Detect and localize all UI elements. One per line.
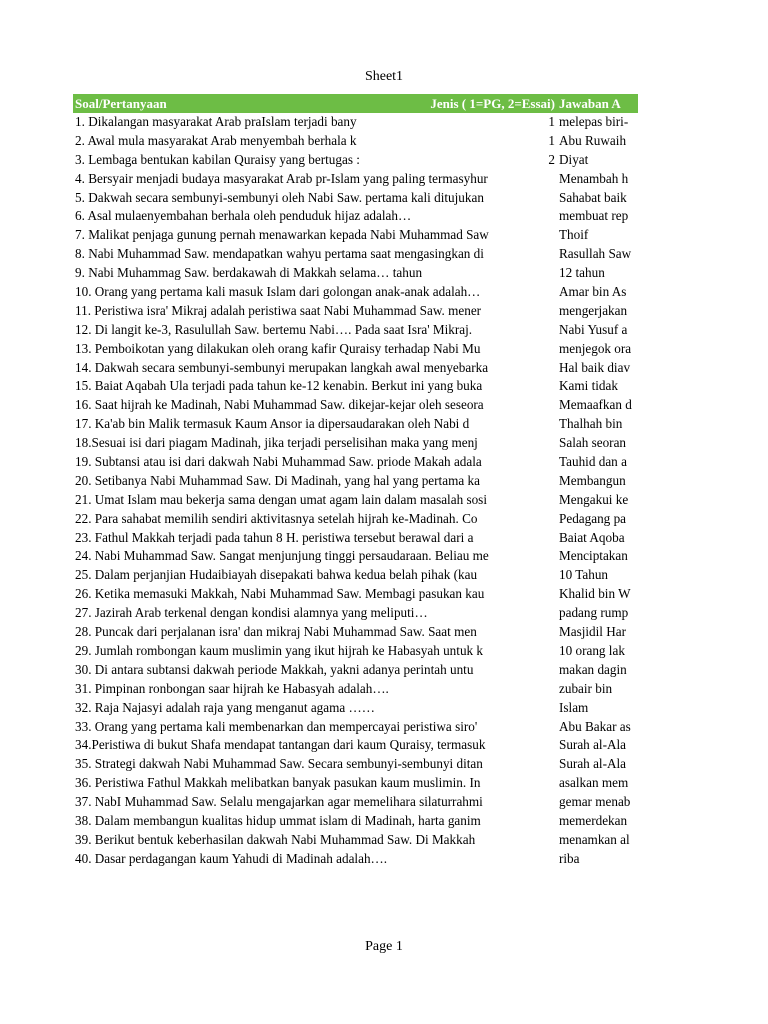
table-row xyxy=(73,245,638,264)
cell-soal: 24. Nabi Muhammad Saw. Sangat menjunjung tinggi persaudaraan. Beliau me xyxy=(75,548,489,564)
table-row xyxy=(73,831,638,850)
table-row xyxy=(73,302,638,321)
cell-soal: 37. NabI Muhammad Saw. Selalu mengajarkan agar memelihara silaturrahmi xyxy=(75,794,483,810)
cell-jenis: 1 xyxy=(548,114,555,129)
table-header xyxy=(73,94,638,113)
table-row xyxy=(73,585,638,604)
cell-soal: 5. Dakwah secara sembunyi-sembunyi oleh Nabi Saw. pertama kali ditujukan xyxy=(75,189,484,205)
table-row xyxy=(73,396,638,415)
cell-jawaban: Thalhah bin xyxy=(559,416,623,432)
table-row xyxy=(73,415,638,434)
cell-jawaban: Pedagang pa xyxy=(559,510,627,526)
cell-soal: 2. Awal mula masyarakat Arab menyembah berhala k xyxy=(75,132,357,148)
cell-soal: 1. Dikalangan masyarakat Arab praIslam terjadi bany xyxy=(75,114,357,129)
table-row xyxy=(73,623,638,642)
table-row xyxy=(73,226,638,245)
cell-jawaban: makan dagin xyxy=(559,661,627,677)
cell-jawaban: Sahabat baik xyxy=(559,189,627,205)
cell-soal: 12. Di langit ke-3, Rasulullah Saw. bertemu Nabi…. Pada saat Isra' Mikraj. xyxy=(75,321,473,337)
table-row xyxy=(73,736,638,755)
cell-jawaban: zubair bin xyxy=(559,680,613,696)
cell-soal: 30. Di antara subtansi dakwah periode Makkah, yakni adanya perintah untu xyxy=(75,661,474,677)
table-row xyxy=(73,774,638,793)
cell-jawaban: Thoif xyxy=(559,227,589,243)
cell-soal: 32. Raja Najasyi adalah raja yang menganut agama …… xyxy=(75,699,375,715)
table-row xyxy=(73,340,638,359)
cell-soal: 38. Dalam membangun kualitas hidup ummat islam di Madinah, harta ganim xyxy=(75,812,481,828)
cell-soal: 25. Dalam perjanjian Hudaibiayah disepakati bahwa kedua belah pihak (kau xyxy=(75,567,478,583)
cell-jawaban: memerdekan xyxy=(559,812,628,828)
table-row xyxy=(73,642,638,661)
cell-jawaban: Masjidil Har xyxy=(559,624,627,640)
table-row xyxy=(73,207,638,226)
table-row xyxy=(73,604,638,623)
cell-soal: 18.Sesuai isi dari piagam Madinah, jika terjadi perselisihan maka yang menj xyxy=(75,435,478,451)
cell-jawaban: Amar bin As xyxy=(559,284,627,300)
cell-jawaban: menamkan al xyxy=(559,831,630,847)
question-table xyxy=(73,94,638,869)
table-row xyxy=(73,189,638,208)
cell-soal: 3. Lembaga bentukan kabilan Quraisy yang bertugas : xyxy=(75,151,360,167)
cell-soal: 28. Puncak dari perjalanan isra' dan mikraj Nabi Muhammad Saw. Saat men xyxy=(75,624,477,640)
table-row xyxy=(73,850,638,869)
cell-jawaban: Diyat xyxy=(559,151,589,167)
cell-soal: 7. Malikat penjaga gunung pernah menawarkan kepada Nabi Muhammad Saw xyxy=(75,227,489,243)
table-row xyxy=(73,661,638,680)
cell-jawaban: 12 tahun xyxy=(559,265,605,281)
cell-jawaban: Surah al-Ala xyxy=(559,737,627,753)
cell-soal: 6. Asal mulaenyembahan berhala oleh penduduk hijaz adalah… xyxy=(75,208,412,224)
cell-soal: 8. Nabi Muhammad Saw. mendapatkan wahyu pertama saat mengasingkan di xyxy=(75,246,484,262)
cell-soal: 34.Peristiwa di bukut Shafa mendapat tantangan dari kaum Quraisy, termasuk xyxy=(75,737,486,753)
cell-jawaban: Islam xyxy=(559,699,589,715)
sheet-title: Sheet1 xyxy=(364,69,404,84)
cell-jawaban: Memaafkan d xyxy=(559,397,632,413)
cell-jawaban: 10 Tahun xyxy=(559,567,609,583)
table-row xyxy=(73,321,638,340)
table-row xyxy=(73,566,638,585)
table-row xyxy=(73,453,638,472)
cell-soal: 29. Jumlah rombongan kaum muslimin yang ikut hijrah ke Habasyah untuk k xyxy=(75,642,484,658)
cell-jawaban: Menambah h xyxy=(559,170,629,186)
table-row xyxy=(73,529,638,548)
table-row xyxy=(73,132,638,151)
cell-jawaban: mengerjakan xyxy=(559,302,628,318)
table-row xyxy=(73,680,638,699)
table-row xyxy=(73,113,638,132)
table-row xyxy=(73,359,638,378)
cell-jawaban: asalkan mem xyxy=(559,775,629,791)
cell-jawaban: menjegok ora xyxy=(559,340,632,356)
cell-jawaban: Nabi Yusuf a xyxy=(559,321,628,337)
cell-jawaban: Baiat Aqoba xyxy=(559,529,625,545)
cell-soal: 17. Ka'ab bin Malik termasuk Kaum Ansor ia dipersaudarakan oleh Nabi d xyxy=(75,416,470,432)
cell-soal: 14. Dakwah secara sembunyi-sembunyi merupakan langkah awal menyebarka xyxy=(75,359,489,375)
table-row xyxy=(73,510,638,529)
header-jenis: Jenis ( 1=PG, 2=Essai) xyxy=(430,96,555,111)
table-row xyxy=(73,491,638,510)
table-row xyxy=(73,264,638,283)
cell-jawaban: Rasullah Saw xyxy=(559,246,632,262)
cell-jawaban: Hal baik diav xyxy=(559,359,631,375)
cell-soal: 15. Baiat Aqabah Ula terjadi pada tahun ke-12 kenabin. Berkut ini yang buka xyxy=(75,378,483,394)
cell-jawaban: 10 orang lak xyxy=(559,642,625,658)
cell-soal: 36. Peristiwa Fathul Makkah melibatkan banyak pasukan kaum muslimin. In xyxy=(75,775,481,791)
cell-soal: 21. Umat Islam mau bekerja sama dengan umat agam lain dalam masalah sosi xyxy=(75,491,487,507)
table-row xyxy=(73,170,638,189)
cell-jawaban: Salah seoran xyxy=(559,435,627,451)
cell-soal: 4. Bersyair menjadi budaya masyarakat Arab pr-Islam yang paling termasyhur xyxy=(75,170,488,186)
cell-jenis: 1 xyxy=(548,132,555,148)
cell-jawaban: Abu Ruwaih xyxy=(559,132,627,148)
cell-soal: 11. Peristiwa isra' Mikraj adalah peristiwa saat Nabi Muhammad Saw. mener xyxy=(75,302,482,318)
cell-soal: 10. Orang yang pertama kali masuk Islam dari golongan anak-anak adalah… xyxy=(75,284,481,300)
cell-soal: 35. Strategi dakwah Nabi Muhammad Saw. Secara sembunyi-sembunyi ditan xyxy=(75,756,483,772)
cell-soal: 9. Nabi Muhammag Saw. berdakawah di Makkah selama… tahun xyxy=(75,265,423,281)
table-row xyxy=(73,547,638,566)
cell-jawaban: membuat rep xyxy=(559,208,629,224)
table-row xyxy=(73,718,638,737)
cell-soal: 13. Pemboikotan yang dilakukan oleh orang kafir Quraisy terhadap Nabi Mu xyxy=(75,340,481,356)
table-row xyxy=(73,812,638,831)
cell-soal: 40. Dasar perdagangan kaum Yahudi di Madinah adalah…. xyxy=(75,850,388,866)
cell-jawaban: Khalid bin W xyxy=(559,586,631,602)
cell-jawaban: padang rump xyxy=(559,605,629,621)
cell-jawaban: melepas biri- xyxy=(559,114,629,129)
cell-jawaban: Mengakui ke xyxy=(559,491,629,507)
page-footer: Page 1 xyxy=(365,939,403,954)
cell-soal: 19. Subtansi atau isi dari dakwah Nabi Muhammad Saw. priode Makah adala xyxy=(75,454,482,470)
header-soal: Soal/Pertanyaan xyxy=(75,96,167,111)
cell-soal: 16. Saat hijrah ke Madinah, Nabi Muhammad Saw. dikejar-kejar oleh seseora xyxy=(75,397,484,413)
table-row xyxy=(73,434,638,453)
table-row xyxy=(73,377,638,396)
cell-jawaban: Kami tidak xyxy=(559,378,618,394)
table-row xyxy=(73,699,638,718)
table-body xyxy=(73,113,638,869)
header-jawaban: Jawaban A xyxy=(559,96,621,111)
cell-jawaban: Abu Bakar as xyxy=(559,718,631,734)
cell-soal: 31. Pimpinan ronbongan saar hijrah ke Habasyah adalah…. xyxy=(75,680,389,696)
table-row xyxy=(73,793,638,812)
cell-jawaban: Membangun xyxy=(559,472,626,488)
table-row xyxy=(73,151,638,170)
cell-soal: 27. Jazirah Arab terkenal dengan kondisi alamnya yang meliputi… xyxy=(75,605,428,621)
cell-soal: 23. Fathul Makkah terjadi pada tahun 8 H. peristiwa tersebut berawal dari a xyxy=(75,529,474,545)
table-row xyxy=(73,755,638,774)
table-row xyxy=(73,283,638,302)
table-row xyxy=(73,472,638,491)
cell-soal: 33. Orang yang pertama kali membenarkan dan mempercayai peristiwa siro' xyxy=(75,718,478,734)
cell-soal: 26. Ketika memasuki Makkah, Nabi Muhammad Saw. Membagi pasukan kau xyxy=(75,586,485,602)
cell-soal: 39. Berikut bentuk keberhasilan dakwah Nabi Muhammad Saw. Di Makkah xyxy=(75,831,476,847)
cell-soal: 20. Setibanya Nabi Muhammad Saw. Di Madinah, yang hal yang pertama ka xyxy=(75,472,480,488)
cell-jenis: 2 xyxy=(548,151,555,167)
cell-jawaban: Tauhid dan a xyxy=(559,454,627,470)
cell-soal: 22. Para sahabat memilih sendiri aktivitasnya setelah hijrah ke-Madinah. Co xyxy=(75,510,478,526)
cell-jawaban: riba xyxy=(559,850,580,866)
cell-jawaban: gemar menab xyxy=(559,794,631,810)
cell-jawaban: Surah al-Ala xyxy=(559,756,627,772)
cell-jawaban: Menciptakan xyxy=(559,548,628,564)
